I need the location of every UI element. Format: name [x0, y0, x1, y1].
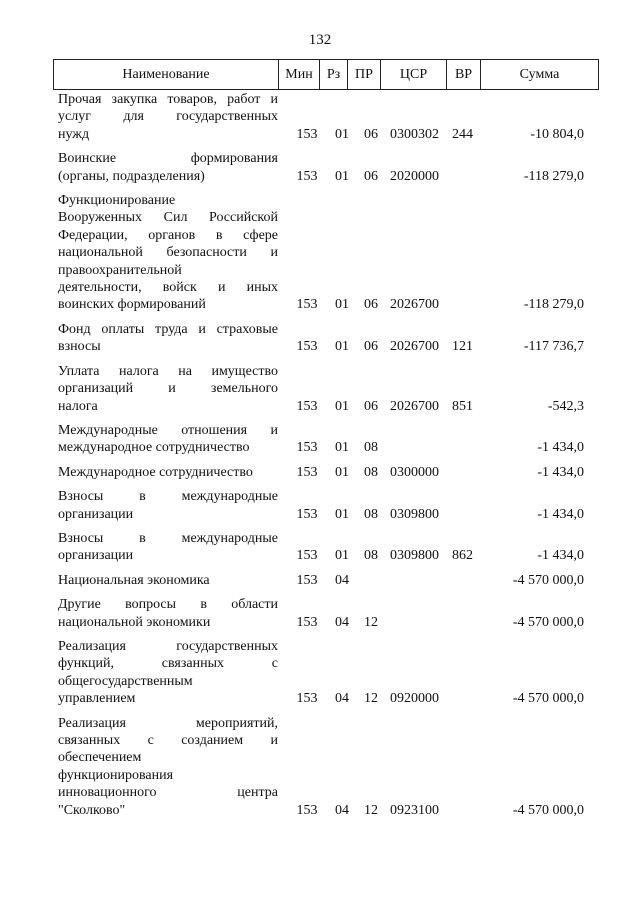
row-name — [53, 572, 278, 589]
row-vr: 851 — [452, 398, 473, 414]
row-name — [53, 192, 278, 314]
row-sum: -118 279,0 — [523, 297, 584, 313]
row-min: 153 — [296, 691, 318, 707]
row-name-line: функций, связанных с — [58, 656, 278, 672]
row-rz: 04 — [335, 802, 349, 818]
row-name — [53, 91, 278, 143]
row-name-line: налога — [58, 398, 98, 414]
header-pr: ПР — [348, 60, 381, 90]
row-csr: 0300000 — [390, 464, 439, 480]
header-name: Наименование — [54, 60, 279, 90]
row-name-line: общегосударственным — [58, 673, 193, 689]
row-sum: -4 570 000,0 — [512, 691, 584, 707]
row-csr: 2020000 — [390, 168, 439, 184]
row-min: 153 — [296, 398, 318, 414]
row-sum: -10 804,0 — [530, 126, 584, 142]
row-name — [53, 530, 278, 565]
row-name — [53, 422, 278, 457]
table-row — [53, 192, 598, 314]
row-pr: 12 — [364, 691, 378, 707]
row-name-line: Федерации, органов в сфере — [58, 227, 278, 243]
row-pr: 06 — [364, 297, 378, 313]
row-pr: 08 — [364, 548, 378, 564]
table-header — [53, 59, 599, 90]
row-csr: 0300302 — [390, 126, 439, 142]
row-csr: 2026700 — [390, 398, 439, 414]
table-row — [53, 638, 598, 708]
row-pr: 12 — [364, 614, 378, 630]
header-rz: Рз — [320, 60, 348, 90]
row-name-line: Международное сотрудничество — [58, 464, 253, 480]
row-name-line: "Сколково" — [58, 802, 126, 818]
row-min: 153 — [296, 126, 318, 142]
row-vr: 862 — [452, 548, 473, 564]
table-row — [53, 530, 598, 565]
row-name-line: Взносы в международные — [58, 530, 278, 546]
row-name — [53, 321, 278, 356]
row-sum: -4 570 000,0 — [512, 572, 584, 588]
row-sum: -4 570 000,0 — [512, 802, 584, 818]
row-csr: 0309800 — [390, 506, 439, 522]
row-name-line: деятельности, войск и иных — [58, 280, 278, 296]
row-pr: 06 — [364, 126, 378, 142]
row-sum: -117 736,7 — [523, 339, 584, 355]
row-rz: 01 — [335, 339, 349, 355]
header-min: Мин — [279, 60, 320, 90]
row-name-line: Международные отношения и — [58, 422, 278, 438]
row-name-line: функционирования — [58, 767, 174, 783]
row-rz: 04 — [335, 614, 349, 630]
row-pr: 08 — [364, 506, 378, 522]
row-csr: 0920000 — [390, 691, 439, 707]
table-row — [53, 150, 598, 185]
table-row — [53, 715, 598, 819]
row-name-line: национальной безопасности и — [58, 245, 278, 261]
row-rz: 01 — [335, 506, 349, 522]
row-name-line: воинских формирований — [58, 297, 206, 313]
table-row — [53, 572, 598, 589]
row-name-line: связанных с созданием и — [58, 733, 278, 748]
row-name — [53, 488, 278, 523]
row-csr: 0923100 — [390, 802, 439, 818]
row-name-line: Вооруженных Сил Российской — [58, 210, 278, 226]
row-rz: 01 — [335, 464, 349, 480]
row-name-line: Воинские формирования — [58, 151, 278, 167]
row-vr: 121 — [452, 339, 473, 355]
row-min: 153 — [296, 464, 318, 480]
table-row — [53, 321, 598, 356]
row-csr: 0309800 — [390, 548, 439, 564]
row-name-line: Фонд оплаты труда и страховые — [58, 321, 278, 337]
row-name-line: нужд — [58, 126, 90, 142]
row-vr: 244 — [452, 126, 473, 142]
row-name-line: инновационного центра — [58, 785, 278, 801]
table-row — [53, 422, 598, 457]
header-sum: Сумма — [481, 60, 599, 90]
row-name-line: международное сотрудничество — [58, 440, 250, 456]
row-csr: 2026700 — [390, 339, 439, 355]
row-name-line: взносы — [58, 339, 101, 355]
row-name-line: национальной экономики — [58, 614, 211, 630]
row-pr: 08 — [364, 440, 378, 456]
row-sum: -1 434,0 — [537, 464, 584, 480]
row-name — [53, 464, 278, 481]
row-rz: 01 — [335, 398, 349, 414]
row-csr: 2026700 — [390, 297, 439, 313]
row-name-line: Прочая закупка товаров, работ и — [58, 92, 278, 107]
row-sum: -1 434,0 — [537, 506, 584, 522]
row-name-line: Национальная экономика — [58, 572, 210, 588]
row-min: 153 — [296, 168, 318, 184]
row-name-line: (органы, подразделения) — [58, 168, 205, 184]
row-name — [53, 363, 278, 415]
row-rz: 04 — [335, 572, 349, 588]
row-min: 153 — [296, 339, 318, 355]
row-pr: 06 — [364, 339, 378, 355]
row-name — [53, 150, 278, 185]
row-name — [53, 638, 278, 708]
row-name — [53, 715, 278, 819]
row-sum: -4 570 000,0 — [512, 614, 584, 630]
row-name-line: Взносы в международные — [58, 489, 278, 505]
table-row — [53, 91, 598, 143]
row-min: 153 — [296, 440, 318, 456]
row-sum: -1 434,0 — [537, 548, 584, 564]
row-name-line: обеспечением — [58, 750, 142, 766]
row-name-line: организации — [58, 506, 134, 522]
table-body — [53, 91, 598, 826]
row-sum: -118 279,0 — [523, 168, 584, 184]
row-name-line: Реализация мероприятий, — [58, 715, 278, 731]
row-min: 153 — [296, 297, 318, 313]
row-rz: 01 — [335, 126, 349, 142]
row-min: 153 — [296, 802, 318, 818]
row-name-line: правоохранительной — [58, 262, 182, 278]
row-pr: 12 — [364, 802, 378, 818]
row-rz: 01 — [335, 168, 349, 184]
row-name-line: Уплата налога на имущество — [58, 363, 278, 379]
row-pr: 06 — [364, 168, 378, 184]
header-vr: ВР — [447, 60, 481, 90]
row-name-line: Реализация государственных — [58, 638, 278, 654]
row-min: 153 — [296, 506, 318, 522]
table-row — [53, 464, 598, 481]
row-name-line: организации — [58, 548, 134, 564]
table-row — [53, 596, 598, 631]
row-sum: -542,3 — [547, 398, 584, 414]
row-rz: 01 — [335, 440, 349, 456]
row-name-line: управлением — [58, 691, 136, 707]
header-csr: ЦСР — [381, 60, 447, 90]
row-pr: 08 — [364, 464, 378, 480]
row-sum: -1 434,0 — [537, 440, 584, 456]
row-name — [53, 596, 278, 631]
row-min: 153 — [296, 572, 318, 588]
row-name-line: Другие вопросы в области — [58, 597, 278, 613]
table-row — [53, 363, 598, 415]
row-rz: 04 — [335, 691, 349, 707]
table-row — [53, 488, 598, 523]
page-number: 132 — [308, 32, 332, 48]
row-name-line: услуг для государственных — [58, 109, 278, 125]
row-min: 153 — [296, 614, 318, 630]
row-name-line: организаций и земельного — [58, 381, 278, 397]
row-rz: 01 — [335, 297, 349, 313]
row-name-line: Функционирование — [58, 193, 176, 209]
row-pr: 06 — [364, 398, 378, 414]
row-min: 153 — [296, 548, 318, 564]
row-rz: 01 — [335, 548, 349, 564]
